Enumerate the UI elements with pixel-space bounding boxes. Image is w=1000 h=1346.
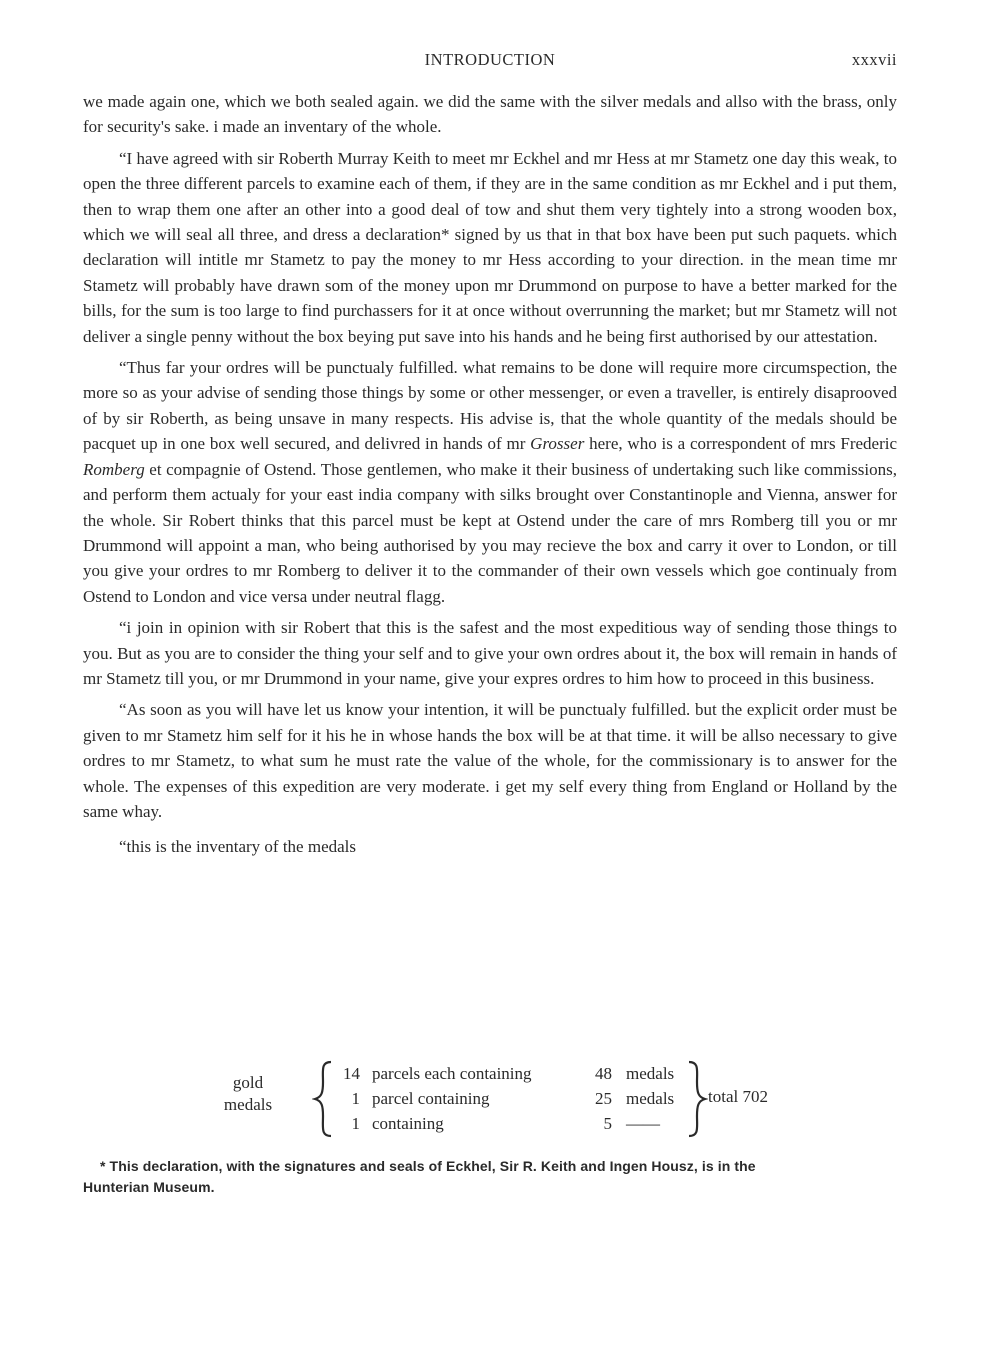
italic-name-romberg: Romberg [83,459,145,479]
inventory-row [338,1112,660,1136]
page-number: xxxvii [851,50,897,69]
inventory-row [338,1087,675,1111]
text-segment: here, who is a correspondent of mrs Frederic [584,434,898,454]
footnote [83,1156,914,1198]
row-unit: medals [626,1064,675,1083]
row-quantity: 14 [343,1064,360,1083]
italic-name-grosser: Grosser [530,434,585,454]
inventory-label [220,1072,276,1116]
main-text [83,89,897,860]
row-description: parcels each containing [372,1064,532,1083]
row-quantity: 1 [351,1089,360,1108]
running-header [83,50,897,72]
text-segment: “Thus far your ordres will be punctualy fulfilled. what remains to be done will require more circumspection, the more so as your advise of sending those things by some or other messenger, or even a traveller, is entirely disaprooved of by sir Roberth, as being unsave in many respects. His advise is, that the whole quantity of the medals should be pacquet up in one box well secured, and delivred in hands of mr [83,358,897,454]
footnote-line: Hunterian Museum. [83,1179,215,1195]
row-description: containing [372,1114,444,1133]
left-brace-icon [312,1060,334,1138]
footnote-line: * This declaration, with the signatures and seals of Eckhel, Sir R. Keith and Ingen Housz, is in the [100,1158,756,1174]
inventory-label-line: medals [223,1095,273,1114]
row-count: 5 [603,1114,612,1133]
row-quantity: 1 [351,1114,360,1133]
paragraph-inventory-intro: “this is the inventary of the medals [119,837,356,857]
row-description: parcel containing [372,1089,490,1108]
row-unit: —— [626,1114,660,1133]
right-brace-icon [686,1060,708,1138]
paragraph-agreement: “I have agreed with sir Roberth Murray Keith to meet mr Eckhel and mr Hess at mr Stametz one day this weak, to open the three different parcels to examine each of them, if they are in the same condition as mr Eckhel and i put them, then to wrap them one after an other into a good deal of tow and shut them very tightely into a strong wooden box, which we will seal all three, and dress a declaration* signed by us that in that box have been put such paquets. which declaration will intitle mr Stametz to pay the money to mr Hess according to your direction. in the mean time mr Stametz will probably have drawn som of the money upon mr Drummond on purpose to have a better marked for the bills, for the sum is too large to find purchassers for it at once without overrunning the market; but mr Stametz will not deliver a single penny without the box beying put save into his hands and he being first authorised by our attestation. [83,148,897,346]
paragraph-intention: “As soon as you will have let us know your intention, it will be punctualy fulfilled. but the explicit order must be given to mr Stametz him self for it his he in whose hands the box will be at that time. it will be allso necessary to give ordres to mr Stametz, to what sum he must rate the value of the whole, for the commissionary is to answer for the whole. The expenses of this expedition are very moderate. i get my self every thing from England or Holland by the same whay. [83,700,897,821]
row-count: 48 [595,1064,612,1083]
inventory-total: total 702 [708,1087,768,1106]
paragraph-continuation: we made again one, which we both sealed again. we did the same with the silver medals and allso with the brass, only for security's sake. i made an inventary of the whole. [83,92,897,137]
text-segment: et compagnie of Ostend. Those gentlemen, who make it their business of undertaking such like commissions, and perform them actualy for your east india company with silks brought over Constantinople and Vienna, answer for the whole. Sir Robert thinks that this parcel must be kept at Ostend under the care of mrs Romberg till you or mr Drummond will appoint a man, who being authorised by you may recieve the box and carry it over to London, or till you give your ordres to mr Romberg to deliver it to the commander of their own vessels which goe continualy from Ostend to London and vice versa under neutral flagg. [83,459,897,606]
inventory-row [338,1062,675,1086]
paragraph-opinion: “i join in opinion with sir Robert that this is the safest and the most expeditious way of sending those things to you. But as you are to consider the thing your self and to give your own ordres about it, the box will remain in hands of mr Stametz till you, or mr Drummond in your name, give your expres ordres to him how to proceed in this business. [83,618,897,688]
row-count: 25 [595,1089,612,1108]
running-title: INTRODUCTION [424,50,556,69]
row-unit: medals [626,1089,675,1108]
inventory-table [220,1060,820,1140]
inventory-label-line: gold [232,1073,264,1092]
paragraph-circumspection [83,355,897,609]
